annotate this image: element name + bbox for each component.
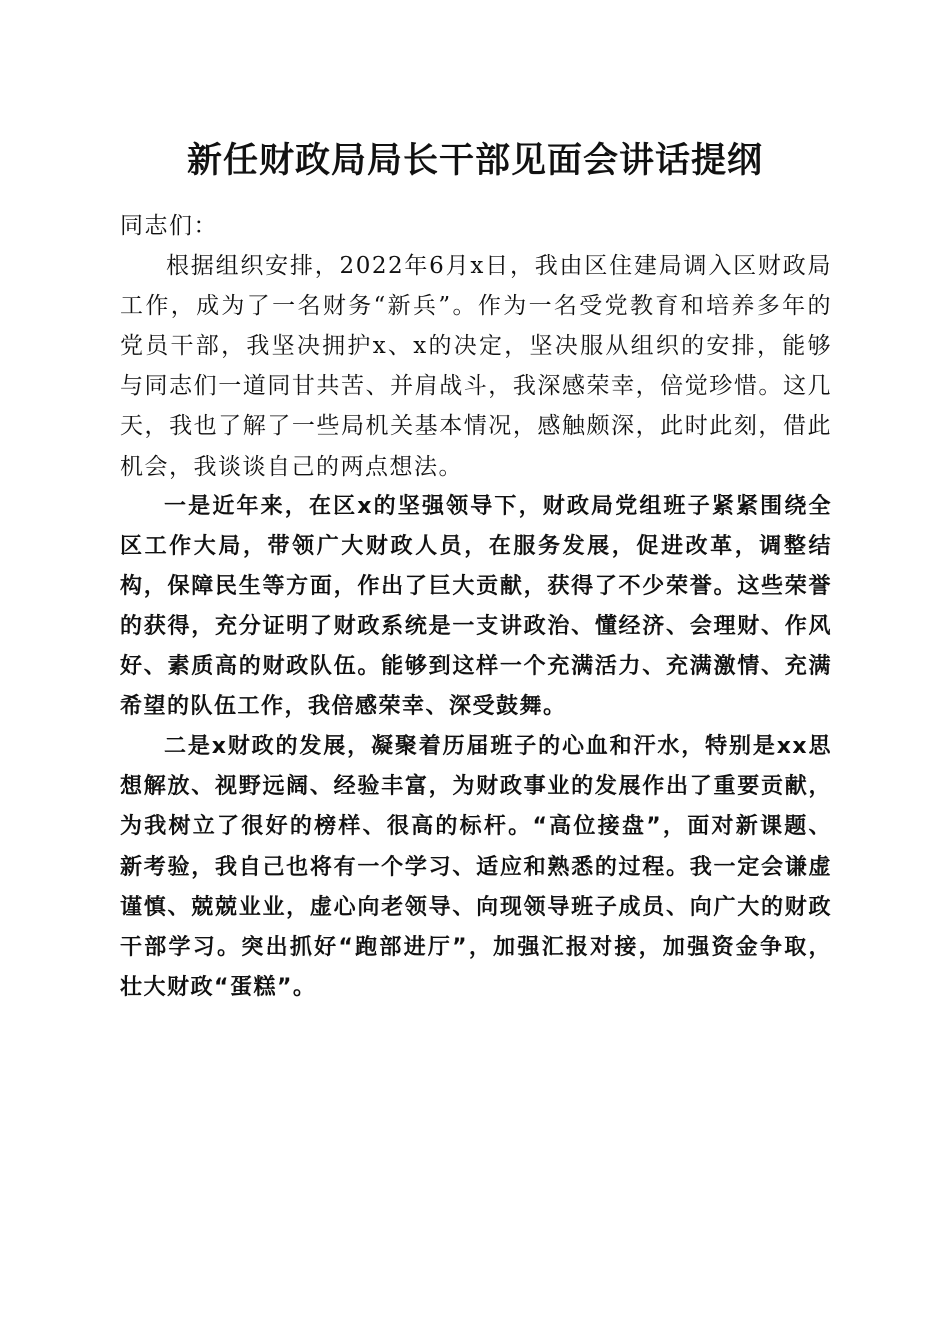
paragraph-point-one: 一是近年来，在区x的坚强领导下，财政局党组班子紧紧围绕全区工作大局，带领广大财政人员，在服务发展，促进改革，调整结构，保障民生等方面，作出了巨大贡献，获得了不少荣誉。这些荣誉的获得，充分证明了财政系统是一支讲政治、懂经济、会理财、作风好、素质高的财政队伍。能够到这样一个充满活力、充满激情、充满希望的队伍工作，我倍感荣幸、深受鼓舞。	[120, 493, 832, 720]
document-title: 新任财政局局长干部见面会讲话提纲	[186, 140, 763, 181]
paragraph-intro: 根据组织安排，2022年6月x日，我由区住建局调入区财政局工作，成为了一名财务“新兵”。作为一名受党教育和培养多年的党员干部，我坚决拥护x、x的决定，坚决服从组织的安排，能够与同志们一道同甘共苦、并肩战斗，我深感荣幸，倍觉珍惜。这几天，我也了解了一些局机关基本情况，感触颇深，此时此刻，借此机会，我谈谈自己的两点想法。	[120, 253, 832, 480]
document-body	[120, 206, 832, 1008]
salutation: 同志们：	[120, 213, 218, 239]
paragraph-point-two: 二是x财政的发展，凝聚着历届班子的心血和汗水，特别是xx思想解放、视野远阔、经验丰富，为财政事业的发展作出了重要贡献，为我树立了很好的榜样、很高的标杆。“高位接盘”，面对新课题、新考验，我自己也将有一个学习、适应和熟悉的过程。我一定会谦虚谨慎、兢兢业业，虚心向老领导、向现领导班子成员、向广大的财政干部学习。突出抓好“跑部进厅”，加强汇报对接，加强资金争取，壮大财政“蛋糕”。	[120, 734, 832, 1000]
